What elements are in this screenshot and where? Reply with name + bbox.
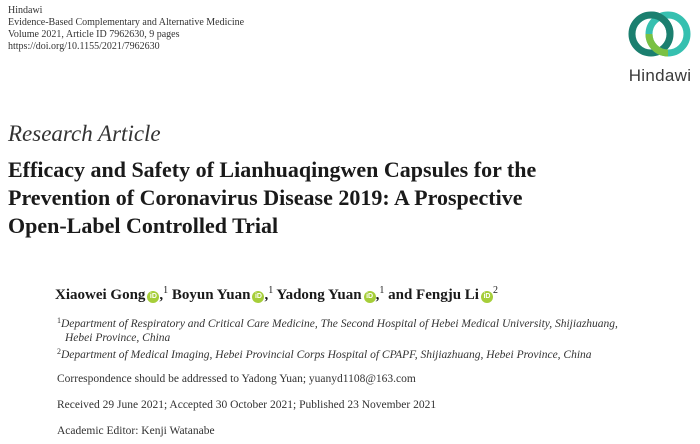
author-name[interactable]: Fengju Li (416, 287, 479, 303)
logo-text: Hindawi (628, 66, 692, 85)
academic-editor: Academic Editor: Kenji Watanabe (57, 425, 215, 437)
author-separator: , (159, 287, 164, 303)
orcid-icon[interactable]: iD (481, 291, 493, 303)
affiliation-text: Department of Respiratory and Critical Care Medicine, The Second Hospital of Hebei Medical University, Shijiazhuang, (61, 318, 618, 330)
author-connector: and (388, 287, 413, 303)
publisher-name: Hindawi (8, 5, 43, 16)
affiliation-marker: 1 (163, 285, 169, 296)
affiliation-marker: 2 (492, 285, 498, 296)
orcid-icon[interactable]: iD (252, 291, 264, 303)
affiliation-marker: 1 (379, 285, 385, 296)
author-name[interactable]: Xiaowei Gong (55, 287, 146, 303)
affiliation-2 (57, 345, 697, 362)
affiliation-1-cont: Hebei Province, China (65, 332, 171, 344)
publication-dates: Received 29 June 2021; Accepted 30 October 2021; Published 23 November 2021 (57, 399, 437, 411)
journal-meta (8, 5, 244, 53)
affiliation-number: 2 (57, 347, 61, 356)
doi-link[interactable]: https://doi.org/10.1155/2021/7962630 (8, 41, 160, 52)
affiliation-marker: 1 (268, 285, 274, 296)
title-line: Efficacy and Safety of Lianhuaqingwen Capsules for the (8, 157, 537, 182)
affiliation-number: 1 (57, 316, 61, 325)
affiliation-text: Department of Medical Imaging, Hebei Provincial Corps Hospital of CPAPF, Shijiazhuang, Hebei Province, China (61, 349, 592, 361)
article-type: Research Article (8, 121, 161, 146)
author-separator: , (264, 287, 269, 303)
article-title (8, 156, 668, 240)
author-list (55, 285, 498, 304)
hindawi-logo-icon (618, 6, 700, 68)
author-name[interactable]: Yadong Yuan (276, 287, 362, 303)
orcid-icon[interactable]: iD (364, 291, 376, 303)
volume-line: Volume 2021, Article ID 7962630, 9 pages (8, 29, 180, 40)
affiliation-1 (57, 314, 697, 331)
orcid-icon[interactable]: iD (147, 291, 159, 303)
hindawi-logo (618, 6, 700, 86)
correspondence: Correspondence should be addressed to Yadong Yuan; yuanyd1108@163.com (57, 373, 416, 385)
author-separator: , (375, 287, 380, 303)
title-line: Prevention of Coronavirus Disease 2019: A Prospective (8, 185, 523, 210)
author-name[interactable]: Boyun Yuan (171, 287, 251, 303)
title-line: Open-Label Controlled Trial (8, 213, 279, 238)
journal-name: Evidence-Based Complementary and Alternative Medicine (8, 17, 245, 28)
affiliations (57, 314, 697, 362)
